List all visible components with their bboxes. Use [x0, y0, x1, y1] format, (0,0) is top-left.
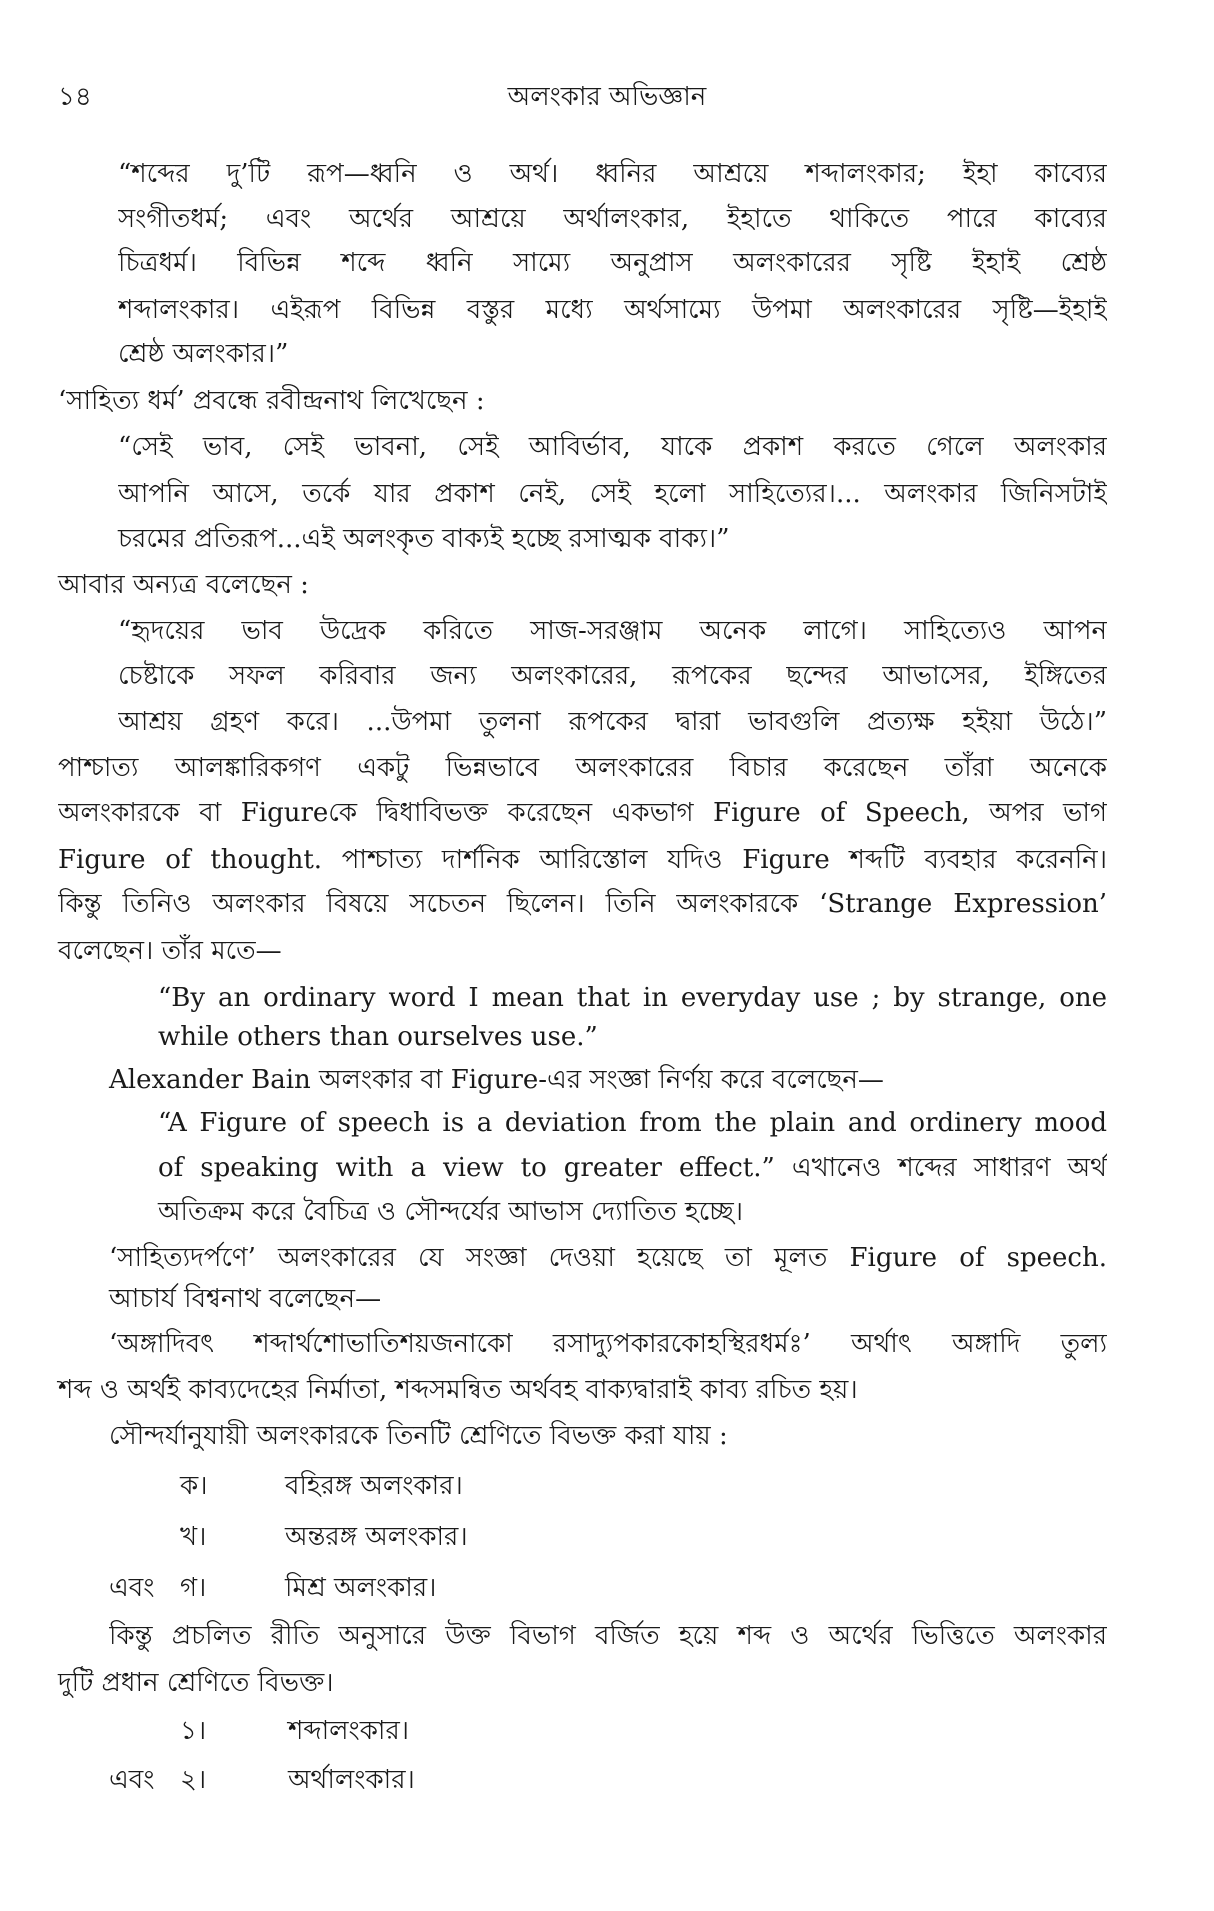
list-text: শব্দালংকার। [288, 1716, 410, 1746]
list-label: ক। [180, 1471, 208, 1501]
list-text: অর্থালংকার। [288, 1765, 415, 1795]
list-text: অন্তরঙ্গ অলংকার। [285, 1522, 468, 1552]
text-line: শ্রেষ্ঠ অলংকার।” [118, 339, 289, 369]
list-text: বহিরঙ্গ অলংকার। [285, 1471, 463, 1501]
text-line: শব্দালংকার। এইরূপ বিভিন্ন বস্তুর মধ্যে অর্থসাম্যে উপমা অলংকারের সৃষ্টি—ইহাই [118, 295, 1107, 325]
text-line: অতিক্রম করে বৈচিত্র ও সৌন্দর্যের আভাস দ্যোতিত হচ্ছে। [158, 1197, 744, 1227]
text-line: আবার অন্যত্র বলেছেন : [58, 570, 309, 600]
text-line: শব্দ ও অর্থই কাব্যদেহের নির্মাতা, শব্দসমন্বিত অর্থবহ বাক্যদ্বারাই কাব্য রচিত হয়। [58, 1375, 858, 1405]
text-line: সংগীতধর্ম; এবং অর্থের আশ্রয়ে অর্থালংকার, ইহাতে থাকিতে পারে কাব্যের [118, 204, 1107, 234]
list-prefix: এবং [109, 1573, 155, 1603]
text-line: সৌন্দর্যানুযায়ী অলংকারকে তিনটি শ্রেণিতে বিভক্ত করা যায় : [109, 1421, 728, 1451]
text-line: ‘অঙ্গাদিবৎ শব্দার্থশোভাতিশয়জনাকো রসাদ্যুপকারকোহস্থিরধর্মঃ’ অর্থাৎ অঙ্গাদি তুল্য [109, 1329, 1107, 1359]
text-line: ‘সাহিত্যদর্পণে’ অলংকারের যে সংজ্ঞা দেওয়া হয়েছে তা মূলত Figure of speech. [109, 1243, 1107, 1273]
text-line: কিন্তু তিনিও অলংকার বিষয়ে সচেতন ছিলেন। তিনি অলংকারকে ‘Strange Expression’ [58, 889, 1107, 919]
text-line: বলেছেন। তাঁর মতে— [58, 936, 282, 966]
text-line: আচার্য বিশ্বনাথ বলেছেন— [109, 1284, 382, 1314]
text-line: “A Figure of speech is a deviation from the plain and ordinery mood [158, 1108, 1107, 1138]
text-line: “By an ordinary word I mean that in everyday use ; by strange, one [158, 983, 1107, 1013]
list-prefix: এবং [109, 1765, 155, 1795]
text-line: চিত্রধর্ম। বিভিন্ন শব্দে ধ্বনি সাম্যে অনুপ্রাস অলংকারের সৃষ্টি ইহাই শ্রেষ্ঠ [118, 248, 1107, 278]
text-line: অলংকারকে বা Figureকে দ্বিধাবিভক্ত করেছেন একভাগ Figure of Speech, অপর ভাগ [58, 798, 1107, 828]
text-line: চরমের প্রতিরূপ...এই অলংকৃত বাক্যই হচ্ছে রসাত্মক বাক্য।” [118, 524, 730, 554]
text-line: “হৃদয়ের ভাব উদ্রেক করিতে সাজ-সরঞ্জাম অনেক লাগে। সাহিত্যেও আপন [118, 616, 1107, 646]
running-title: অলংকার অভিজ্ঞান [507, 82, 707, 112]
text-line: Figure of thought. পাশ্চাত্য দার্শনিক আরিস্তোল যদিও Figure শব্দটি ব্যবহার করেননি। [58, 845, 1107, 875]
text-line: of speaking with a view to greater effect.” এখানেও শব্দের সাধারণ অর্থ [158, 1153, 1107, 1183]
text-line: আশ্রয় গ্রহণ করে। ...উপমা তুলনা রূপকের দ্বারা ভাবগুলি প্রত্যক্ষ হইয়া উঠে।” [118, 707, 1107, 737]
list-label: খ। [180, 1522, 207, 1552]
text-line: দুটি প্রধান শ্রেণিতে বিভক্ত। [58, 1668, 334, 1698]
text-line: while others than ourselves use.” [158, 1022, 598, 1052]
text-line: আপনি আসে, তর্কে যার প্রকাশ নেই, সেই হলো সাহিত্যের।... অলংকার জিনিসটাই [118, 479, 1107, 509]
page-number: ১৪ [58, 82, 92, 112]
list-text: মিশ্র অলংকার। [285, 1573, 437, 1603]
text-line: “সেই ভাব, সেই ভাবনা, সেই আবির্ভাব, যাকে প্রকাশ করতে গেলে অলংকার [118, 432, 1107, 462]
list-label: ২। [180, 1765, 207, 1795]
text-line: চেষ্টাকে সফল করিবার জন্য অলংকারের, রূপকের ছন্দের আভাসের, ইঙ্গিতের [118, 661, 1107, 691]
list-label: গ। [180, 1573, 207, 1603]
text-line: “শব্দের দু’টি রূপ—ধ্বনি ও অর্থ। ধ্বনির আশ্রয়ে শব্দালংকার; ইহা কাব্যের [118, 159, 1107, 189]
text-line: পাশ্চাত্য আলঙ্কারিকগণ একটু ভিন্নভাবে অলংকারের বিচার করেছেন তাঁরা অনেকে [58, 753, 1107, 783]
text-line: ‘সাহিত্য ধর্ম’ প্রবন্ধে রবীন্দ্রনাথ লিখেছেন : [58, 386, 485, 416]
list-label: ১। [180, 1716, 207, 1746]
text-line: Alexander Bain অলংকার বা Figure-এর সংজ্ঞা নির্ণয় করে বলেছেন— [109, 1065, 884, 1095]
text-line: কিন্তু প্রচলিত রীতি অনুসারে উক্ত বিভাগ বর্জিত হয়ে শব্দ ও অর্থের ভিত্তিতে অলংকার [109, 1621, 1107, 1651]
